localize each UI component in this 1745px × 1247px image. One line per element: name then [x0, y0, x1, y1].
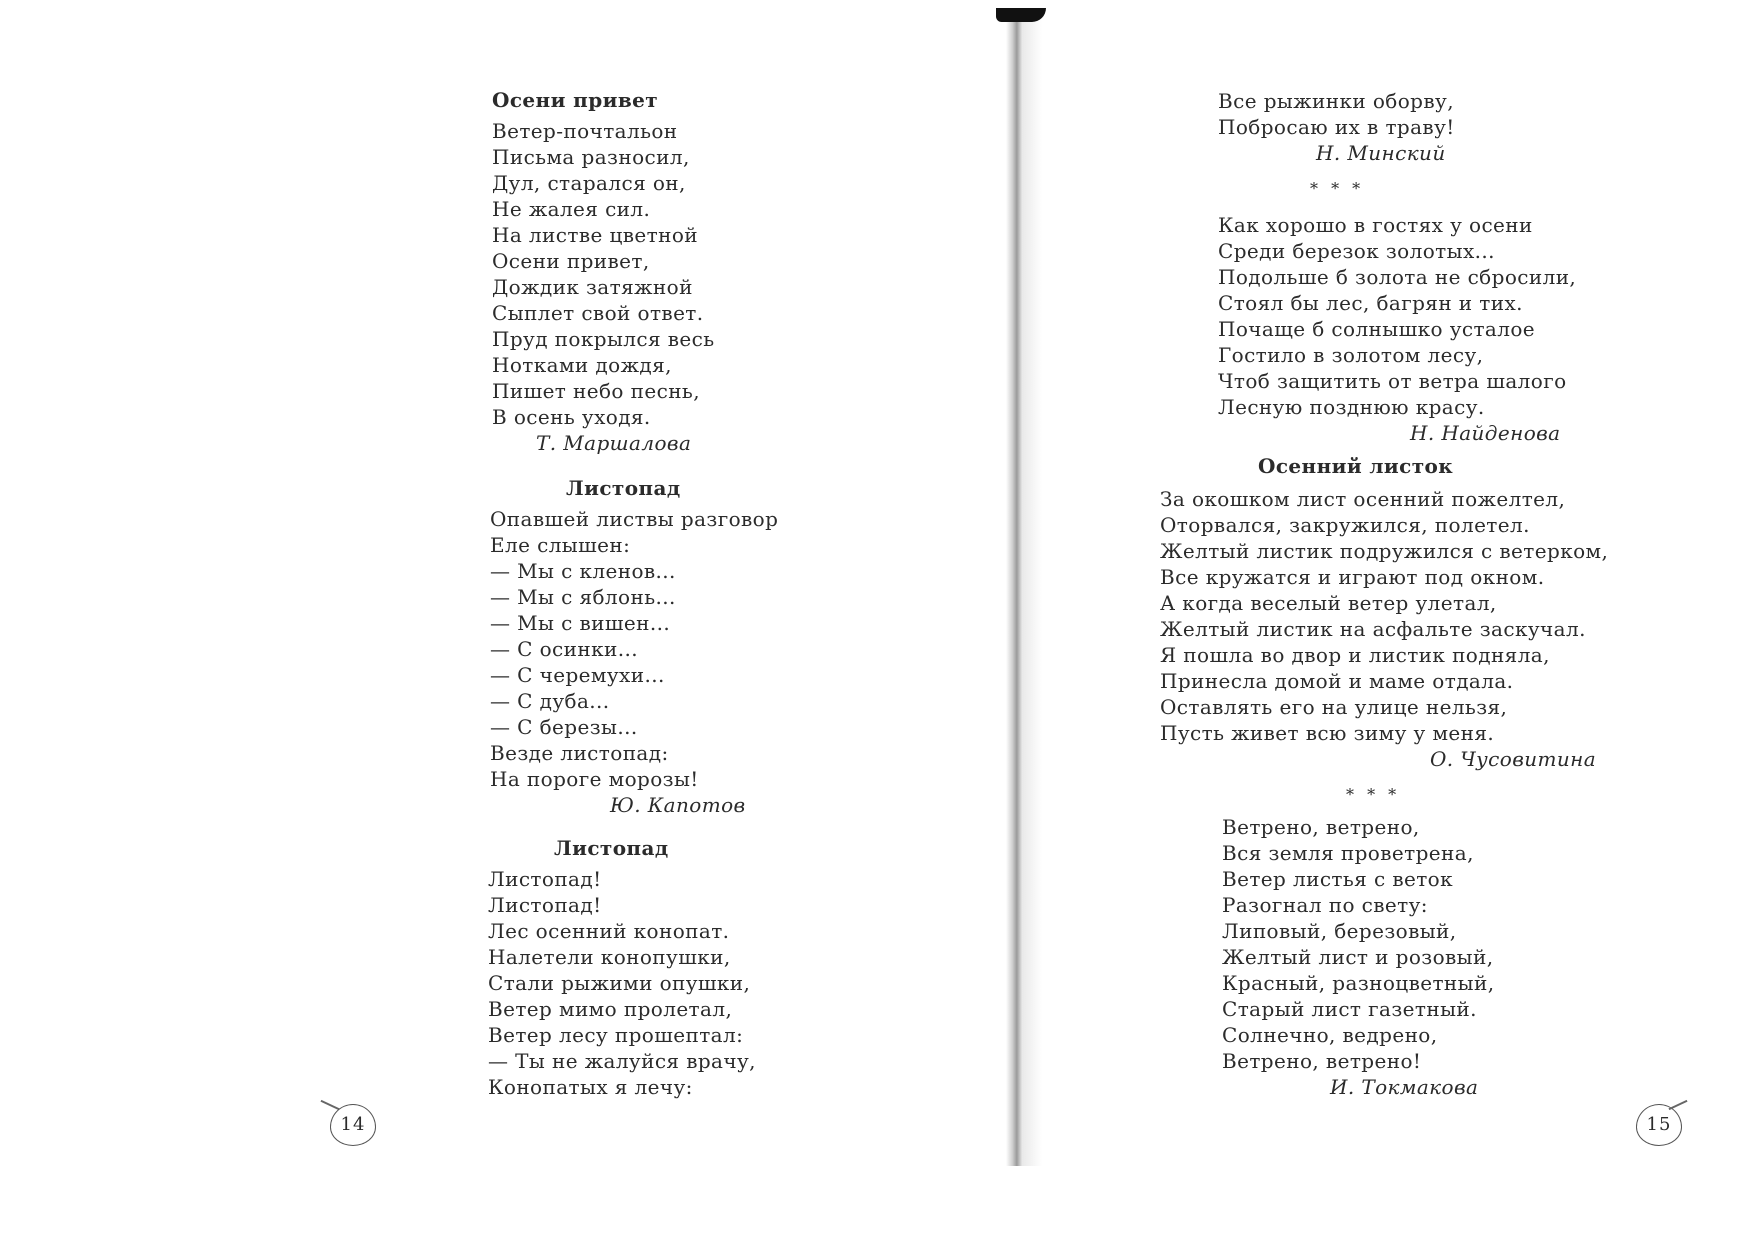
poem-line: Стоял бы лес, багрян и тих. [1218, 291, 1523, 315]
poem-line: Желтый листик подружился с ветерком, [1160, 539, 1609, 563]
poem-osenniy-listok [1160, 452, 1608, 772]
poem-lines [1160, 486, 1608, 746]
poem-line: Среди березок золотых... [1218, 239, 1495, 263]
poem-author: Ю. Капотов [610, 793, 746, 817]
poem-kak-khorosho [1218, 176, 1576, 446]
poem-line: Красный, разноцветный, [1222, 971, 1495, 995]
poem-line: Листопад! [488, 867, 602, 891]
poem-lines [490, 506, 778, 792]
poem-line: Подольше б золота не сбросили, [1218, 265, 1577, 289]
poem-line: Налетели конопушки, [488, 945, 731, 969]
poem-line: Конопатых я лечу: [488, 1075, 693, 1099]
poem-line: Листопад! [488, 893, 602, 917]
gutter-shadow [996, 8, 1046, 22]
poem-line: Почаще б солнышко усталое [1218, 317, 1536, 341]
poem-line: Ветрено, ветрено! [1222, 1049, 1422, 1073]
poem-line: Не жалея сил. [492, 197, 651, 221]
poem-line: Ветер-почтальон [492, 119, 678, 143]
poem-line: Желтый лист и розовый, [1222, 945, 1494, 969]
poem-line: Лесную позднюю красу. [1218, 395, 1485, 419]
poem-line: Везде листопад: [490, 741, 669, 765]
poem-author: Т. Маршалова [536, 431, 692, 455]
poem-line: На листве цветной [492, 223, 698, 247]
poem-author: О. Чусовитина [1430, 747, 1597, 771]
poem-lines [492, 118, 715, 430]
leaf-stem-decoration [1669, 1100, 1688, 1110]
poem-line: Принесла домой и маме отдала. [1160, 669, 1514, 693]
poem-line: Ветер листья с веток [1222, 867, 1454, 891]
poem-line: — С осинки... [490, 637, 639, 661]
poem-line: — С березы... [490, 715, 638, 739]
poem-author: И. Токмакова [1330, 1075, 1479, 1099]
poem-line: Ветрено, ветрено, [1222, 815, 1420, 839]
poem-line: Ветер лесу прошептал: [488, 1023, 744, 1047]
poem-title: Листопад [566, 476, 681, 500]
poem-line: — Мы с кленов... [490, 559, 676, 583]
poem-line: Оторвался, закружился, полетел. [1160, 513, 1530, 537]
poem-lines [488, 866, 756, 1100]
page-number-right: 15 [1636, 1104, 1682, 1146]
poem-line: Как хорошо в гостях у осени [1218, 213, 1533, 237]
poem-listopad-2 [488, 834, 756, 1100]
separator-stars: * * * [1310, 179, 1365, 198]
separator-stars: * * * [1346, 785, 1401, 804]
poem-line: Все кружатся и играют под окном. [1160, 565, 1545, 589]
poem-line: — С дуба... [490, 689, 610, 713]
poem-line: Дождик затяжной [492, 275, 693, 299]
poem-line: Солнечно, ведрено, [1222, 1023, 1438, 1047]
poem-line: Пусть живет всю зиму у меня. [1160, 721, 1495, 745]
poem-line: Желтый листик на асфальте заскучал. [1160, 617, 1586, 641]
poem-line: — Мы с яблонь... [490, 585, 676, 609]
poem-line: За окошком лист осенний пожелтел, [1160, 487, 1566, 511]
poem-oseni-privet [492, 86, 715, 456]
poem-line: — Ты не жалуйся врачу, [488, 1049, 756, 1073]
poem-line: Дул, старался он, [492, 171, 686, 195]
leaf-stem-decoration [321, 1100, 340, 1110]
poem-author: Н. Найденова [1410, 421, 1561, 445]
poem-vetreno [1222, 782, 1494, 1100]
poem-line: Старый лист газетный. [1222, 997, 1477, 1021]
poem-line: Лес осенний конопат. [488, 919, 730, 943]
poem-line: На пороге морозы! [490, 767, 699, 791]
poem-line: Пишет небо песнь, [492, 379, 700, 403]
poem-line: Вся земля проветрена, [1222, 841, 1474, 865]
poem-line: Осени привет, [492, 249, 650, 273]
poem-line: Побросаю их в траву! [1218, 115, 1455, 139]
poem-title: Осенний листок [1258, 454, 1454, 478]
book-gutter [1006, 8, 1042, 1166]
poem-line: Опавшей листвы разговор [490, 507, 779, 531]
poem-line: Оставлять его на улице нельзя, [1160, 695, 1508, 719]
poem-line: Разогнал по свету: [1222, 893, 1428, 917]
poem-line: Ветер мимо пролетал, [488, 997, 733, 1021]
poem-line: А когда веселый ветер улетал, [1160, 591, 1497, 615]
poem-lines [1222, 814, 1494, 1074]
poem-line: Все рыжинки оборву, [1218, 89, 1454, 113]
page-number-left: 14 [330, 1104, 376, 1146]
poem-line: — С черемухи... [490, 663, 665, 687]
poem-line: Гостило в золотом лесу, [1218, 343, 1484, 367]
poem-author: Н. Минский [1316, 141, 1446, 165]
poem-title: Листопад [554, 836, 669, 860]
poem-listopad-continued [1218, 88, 1455, 166]
poem-title: Осени привет [492, 88, 659, 112]
poem-listopad-1 [490, 474, 778, 818]
poem-line: — Мы с вишен... [490, 611, 671, 635]
poem-lines [1218, 212, 1576, 420]
poem-line: Сыплет свой ответ. [492, 301, 704, 325]
poem-line: Еле слышен: [490, 533, 631, 557]
poem-line: Письма разносил, [492, 145, 690, 169]
poem-line: Нотками дождя, [492, 353, 672, 377]
poem-line: Пруд покрылся весь [492, 327, 715, 351]
poem-line: Чтоб защитить от ветра шалого [1218, 369, 1567, 393]
poem-line: Стали рыжими опушки, [488, 971, 751, 995]
poem-line: В осень уходя. [492, 405, 651, 429]
poem-line: Липовый, березовый, [1222, 919, 1457, 943]
poem-line: Я пошла во двор и листик подняла, [1160, 643, 1550, 667]
